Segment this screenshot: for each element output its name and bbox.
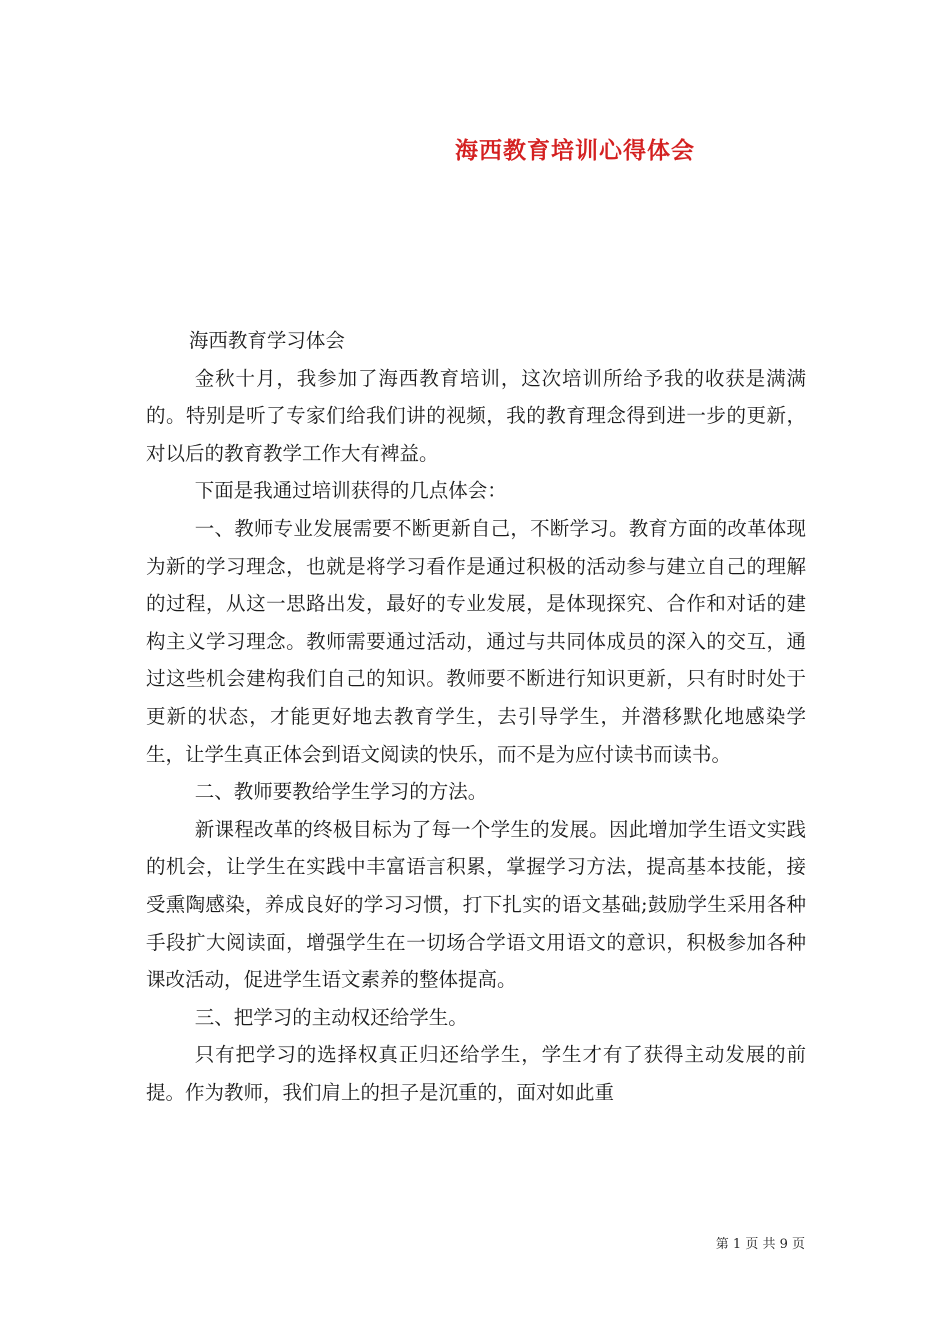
paragraph-point-three-heading: 三、把学习的主动权还给学生。 — [194, 1005, 468, 1029]
paragraph-overview: 下面是我通过培训获得的几点体会： — [194, 479, 507, 503]
document-body — [146, 322, 806, 1111]
paragraph-point-one: 一、教师专业发展需要不断更新自己，不断学习。教育方面的改革体现为新的学习理念，也就是将学习看作是通过积极的活动参与建立自己的理解的过程，从这一思路出发，最好的专业发展，是体现探究、合作和对话的建构主义学习理念。教师需要通过活动，通过与共同体成员的深入的交互，通过这些机会建构我们自己的知识。教师要不断进行知识更新，只有时时处于更新的状态，才能更好地去教育学生，去引导学生，并潜移默化地感染学生，让学生真正体会到语文阅读的快乐，而不是为应付读书而读书。 — [146, 516, 806, 766]
paragraph-point-three: 只有把学习的选择权真正归还给学生，学生才有了获得主动发展的前提。作为教师，我们肩上的担子是沉重的，面对如此重 — [146, 1043, 806, 1104]
document-title: 海西教育培训心得体会 — [455, 137, 695, 164]
paragraph-point-two: 新课程改革的终极目标为了每一个学生的发展。因此增加学生语文实践的机会，让学生在实践中丰富语言积累，掌握学习方法，提高基本技能，接受熏陶感染，养成良好的学习习惯，打下扎实的语文基础;鼓励学生采用各种手段扩大阅读面，增强学生在一切场合学语文用语文的意识，积极参加各种课改活动，促进学生语文素养的整体提高。 — [146, 817, 806, 992]
page-number: 第 1 页 共 9 页 — [715, 1237, 805, 1252]
section-heading: 海西教育学习体会 — [188, 329, 345, 352]
paragraph-intro: 金秋十月，我参加了海西教育培训，这次培训所给予我的收获是满满的。特别是听了专家们给我们讲的视频，我的教育理念得到进一步的更新，对以后的教育教学工作大有裨益。 — [146, 366, 806, 465]
paragraph-point-two-heading: 二、教师要教给学生学习的方法。 — [194, 780, 488, 804]
